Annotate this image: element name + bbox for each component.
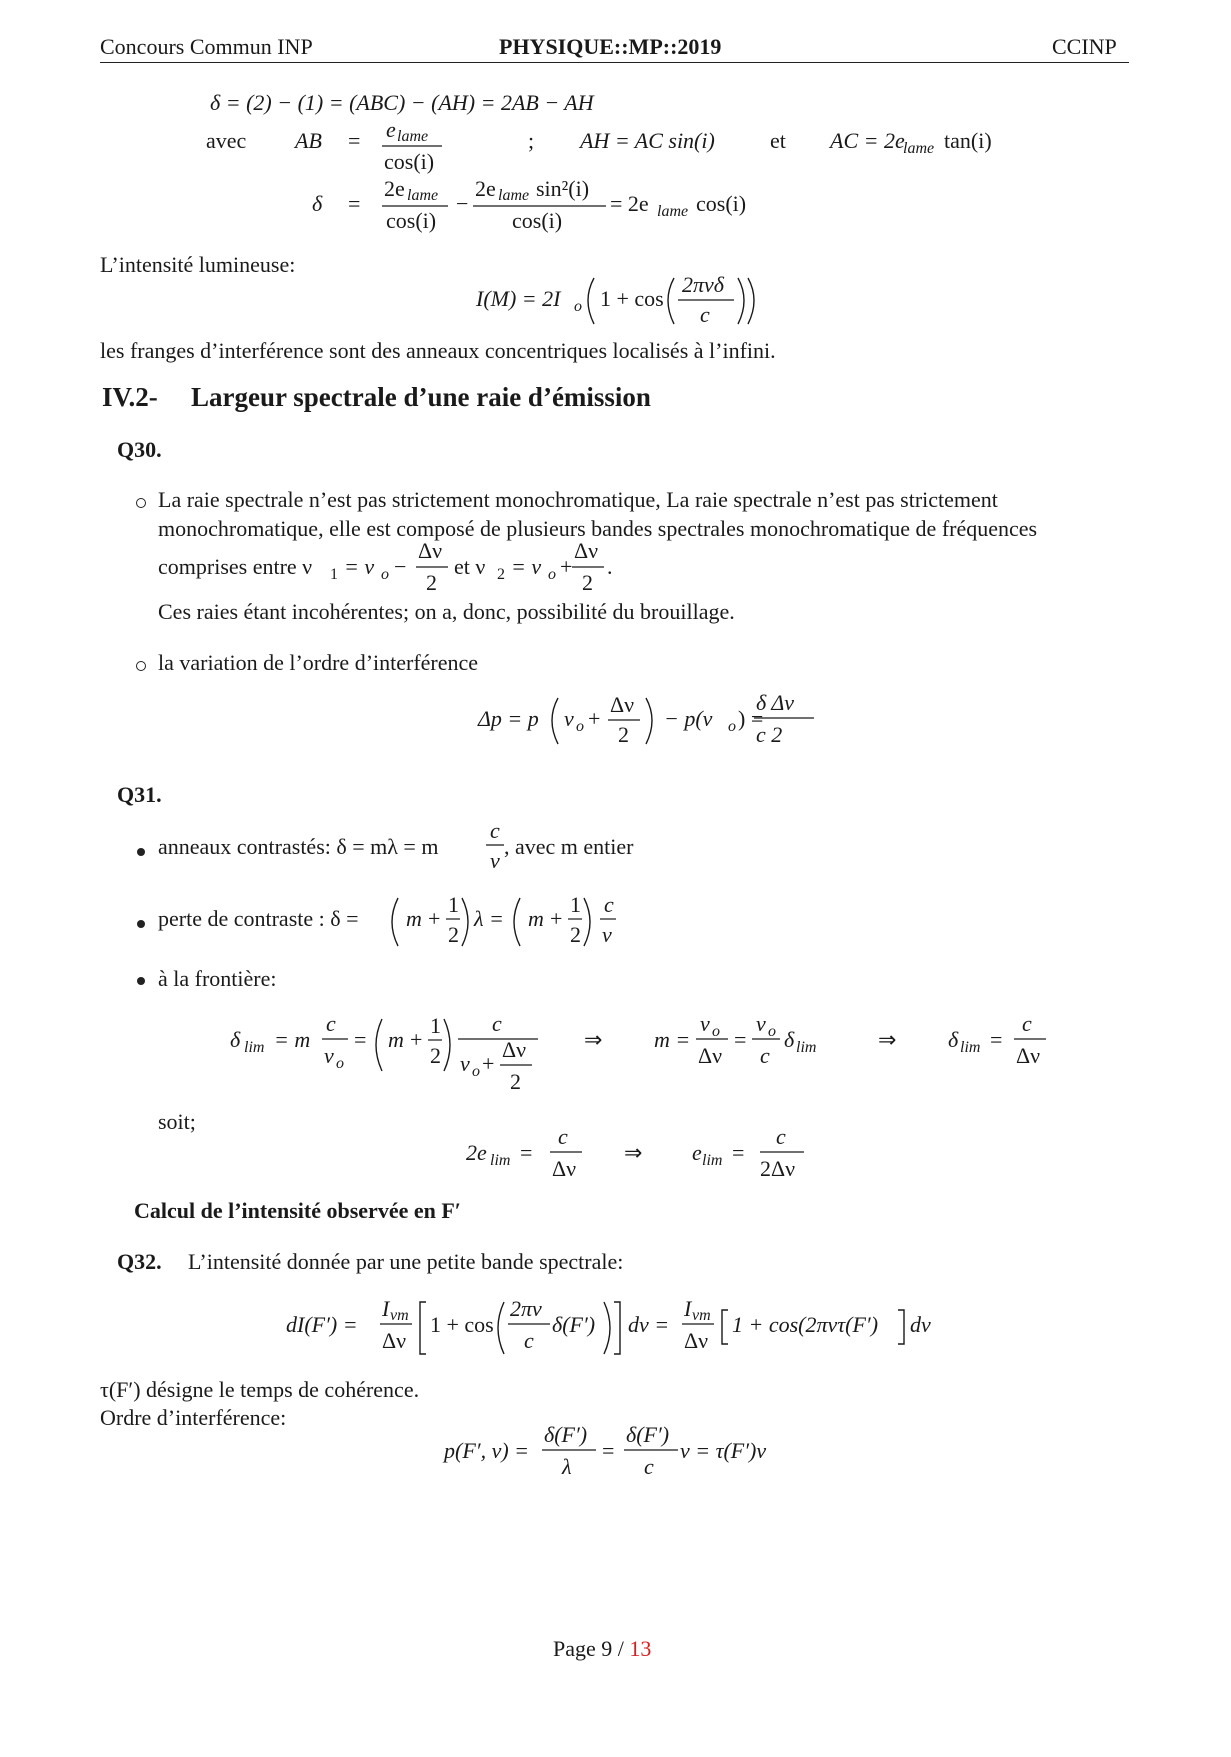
intensite-label: L’intensité lumineuse: (100, 252, 296, 277)
eq-int-mid: 1 + cos (600, 286, 664, 311)
eq-soit-lhs: 2e (466, 1140, 487, 1165)
svg-text:m: m (528, 906, 544, 931)
q30-l3-two2: 2 (582, 570, 593, 595)
equation-dI (286, 1292, 946, 1362)
svg-text:1: 1 (448, 892, 459, 917)
svg-text:Δν: Δν (502, 1037, 527, 1062)
svg-text:+: + (550, 906, 563, 931)
svg-text:+: + (560, 554, 573, 579)
svg-text:+: + (410, 1027, 423, 1052)
eq-soit-arrow: ⇒ (624, 1140, 643, 1165)
svg-text:=: = (354, 1027, 367, 1052)
eq-delta-n2-tail: sin²(i) (536, 176, 590, 201)
q30-l3-dnu2: Δν (574, 538, 599, 563)
eq-delta-res: = 2e (610, 191, 649, 216)
svg-text:o: o (712, 1023, 720, 1040)
svg-text:ν: ν (460, 1051, 470, 1076)
svg-text:ν: ν (324, 1043, 334, 1068)
q30-l3-b: = ν (344, 554, 375, 579)
eq-int-den: c (700, 302, 710, 327)
svg-text:Δν: Δν (1016, 1043, 1041, 1068)
eq-ah: AH = AC sin(i) (580, 128, 715, 153)
svg-text:.: . (607, 554, 613, 579)
q31-b2: perte de contraste : δ = (158, 906, 359, 931)
eq-ac-tail: tan(i) (944, 128, 992, 153)
svg-text:m: m (406, 906, 422, 931)
header-right: CCINP (1052, 34, 1117, 59)
svg-text:=: = (602, 1438, 615, 1463)
eq-avec: avec (206, 128, 247, 153)
svg-text:2: 2 (448, 922, 459, 947)
svg-text:δ: δ (948, 1027, 959, 1052)
q30-p1-line4: Ces raies étant incohérentes; on a, donc, possibilité du brouillage. (158, 599, 735, 624)
eq-dp-den: c 2 (756, 722, 783, 747)
eq-delta-lhs: δ (312, 191, 323, 216)
eq-dp-lhs: Δp = p (478, 706, 539, 731)
eq-ac-sub: lame (903, 140, 935, 157)
equation-ordre (444, 1418, 804, 1484)
svg-text:o: o (768, 1023, 776, 1040)
svg-text:+: + (482, 1051, 495, 1076)
svg-text:c: c (776, 1124, 786, 1149)
svg-text:ν: ν (700, 1011, 710, 1036)
eq-delta-n1: 2e (384, 176, 405, 201)
svg-text:1: 1 (330, 566, 338, 583)
svg-text:=: = (348, 128, 361, 153)
eq-dp-num: δ Δν (756, 690, 795, 715)
svg-text:−: − (394, 554, 407, 579)
eq-dp-mid2: ) = (738, 706, 764, 731)
equation-elim (466, 1120, 826, 1186)
svg-text:lim: lim (702, 1152, 723, 1169)
q30-l3-dnu1: Δν (418, 538, 443, 563)
page-number (553, 1635, 651, 1663)
svg-text:m: m (388, 1027, 404, 1052)
svg-text:λ =: λ = (474, 906, 504, 931)
svg-text:o: o (336, 1055, 344, 1072)
eq-di-frac-num: 2πν (510, 1296, 542, 1321)
svg-text:c: c (760, 1043, 770, 1068)
header-rule (100, 62, 1129, 63)
q32-label: Q32. (117, 1249, 162, 1274)
eq-f-meq: m = (654, 1027, 691, 1052)
section-number: IV.2- (102, 382, 158, 412)
eq-di-delta: δ(F′) (552, 1312, 596, 1337)
eq-f-lim: lim (244, 1039, 265, 1056)
q31-label: Q31. (117, 782, 162, 807)
q30-l3-a: comprises entre ν (158, 554, 313, 579)
eq-ordre-num2: δ(F′) (626, 1422, 670, 1447)
equation-delta-p (470, 688, 810, 754)
ordre-label: Ordre d’interférence: (100, 1405, 287, 1430)
svg-text:c: c (524, 1328, 534, 1353)
section-title: Largeur spectrale d’une raie d’émission (191, 382, 651, 412)
eq-ab-num: e (386, 117, 396, 142)
eq-f-arrow2: ⇒ (878, 1027, 897, 1052)
q31-b3: à la frontière: (158, 966, 277, 991)
svg-text:=: = (734, 1027, 747, 1052)
svg-text:o: o (728, 718, 736, 735)
svg-text:+: + (428, 906, 441, 931)
svg-text:c: c (558, 1124, 568, 1149)
bullet-circle-icon (136, 498, 146, 508)
q32-text: L’intensité donnée par une petite bande spectrale: (188, 1249, 624, 1274)
svg-text:Δν: Δν (684, 1328, 709, 1353)
eq-di-num-sub: νm (390, 1307, 409, 1324)
equation-delta-block (200, 86, 1060, 236)
svg-text:ν: ν (756, 1011, 766, 1036)
header-center: PHYSIQUE::MP::2019 (499, 34, 722, 59)
svg-text:lim: lim (796, 1039, 817, 1056)
svg-text:=: = (990, 1027, 1003, 1052)
eq-dp-mid: − p(ν (664, 706, 713, 731)
eq-ordre-lhs: p(F′, ν) = (444, 1438, 530, 1463)
svg-text:I: I (684, 1296, 692, 1321)
q30-l3-two1: 2 (426, 570, 437, 595)
q31-b1-b: , avec m entier (504, 834, 634, 859)
svg-text:2: 2 (570, 922, 581, 947)
eq-int-num: 2πνδ (682, 272, 725, 297)
eq-line1: δ = (2) − (1) = (ABC) − (AH) = 2AB − AH (210, 90, 594, 115)
q30-p1-line1: La raie spectrale n’est pas strictement monochromatique, La raie spectrale n’est pas strictement (158, 487, 998, 512)
eq-di-lhs: dI(F′) = (286, 1312, 358, 1337)
eq-delta-res-tail: cos(i) (696, 191, 747, 216)
equation-intensite (470, 268, 790, 334)
franges-text: les franges d’interférence sont des anneaux concentriques localisés à l’infini. (100, 338, 776, 363)
svg-text:c: c (492, 1011, 502, 1036)
page-label: Page 9 / (553, 1636, 624, 1661)
eq-et: et (770, 128, 786, 153)
eq-ab-den: cos(i) (384, 149, 435, 174)
eq-di-mid: 1 + cos (430, 1312, 494, 1337)
eq-di-end: dν (910, 1312, 931, 1337)
svg-text:1: 1 (430, 1013, 441, 1038)
svg-text:= m: = m (274, 1027, 311, 1052)
svg-text:c: c (604, 892, 614, 917)
svg-text:δ: δ (784, 1027, 795, 1052)
q30-p2: la variation de l’ordre d’interférence (158, 650, 479, 675)
eq-semicolon: ; (528, 128, 535, 153)
svg-text:Δν: Δν (382, 1328, 407, 1353)
eq-delta-den1: cos(i) (386, 208, 437, 233)
q31-soit: soit; (158, 1109, 196, 1134)
q31-bullet2 (158, 886, 658, 956)
eq-ab-num-sub: lame (397, 128, 429, 145)
calcul-label: Calcul de l’intensité observée en F′ (134, 1198, 461, 1223)
tau-text: τ(F′) désigne le temps de cohérence. (100, 1377, 420, 1402)
svg-text:−: − (456, 191, 469, 216)
svg-text:+: + (588, 706, 601, 731)
svg-text:lim: lim (960, 1039, 981, 1056)
bullet-dot-icon (137, 920, 145, 928)
svg-text:1: 1 (570, 892, 581, 917)
svg-text:c: c (326, 1011, 336, 1036)
q31-bullet1 (158, 820, 678, 882)
bullet-dot-icon (137, 977, 145, 985)
svg-text:ν: ν (490, 848, 500, 873)
svg-text:Δν: Δν (610, 692, 635, 717)
svg-text:c: c (490, 818, 500, 843)
svg-text:=: = (348, 191, 361, 216)
svg-text:νm: νm (692, 1307, 711, 1324)
svg-text:2: 2 (497, 566, 505, 583)
svg-text:=: = (732, 1140, 745, 1165)
eq-soit-rhs: e (692, 1140, 702, 1165)
q30-p1-line2: monochromatique, elle est composé de plusieurs bandes spectrales monochromatique de fréquences (158, 516, 1038, 541)
q30-l3-d: = ν (511, 554, 542, 579)
svg-text:o: o (381, 566, 389, 583)
bullet-dot-icon (137, 848, 145, 856)
q30-l3-c: et ν (454, 554, 486, 579)
svg-text:o: o (472, 1063, 480, 1080)
q30-label: Q30. (117, 437, 162, 462)
svg-text:Δν: Δν (552, 1156, 577, 1181)
eq-soit-2dnu: 2Δν (760, 1156, 796, 1181)
svg-text:c: c (1022, 1011, 1032, 1036)
svg-text:o: o (548, 566, 556, 583)
eq-ac: AC = 2e (830, 128, 905, 153)
page-total-link[interactable]: 13 (629, 1636, 652, 1661)
svg-text:2: 2 (510, 1069, 521, 1094)
eq-di-num: I (382, 1296, 390, 1321)
eq-di-tail: 1 + cos(2πντ(F′) (732, 1312, 879, 1337)
svg-text:2: 2 (430, 1043, 441, 1068)
svg-text:=: = (520, 1140, 533, 1165)
svg-text:o: o (576, 718, 584, 735)
q30-p1-line3 (158, 538, 678, 602)
eq-ordre-tail: ν = τ(F′)ν (680, 1438, 767, 1463)
eq-ab-lhs: AB (295, 128, 322, 153)
svg-text:2: 2 (618, 722, 629, 747)
svg-text:lame: lame (407, 187, 439, 204)
eq-f-delta: δ (230, 1027, 241, 1052)
q31-b1-a: anneaux contrastés: δ = mλ = m (158, 834, 439, 859)
eq-int-lhs: I(M) = 2I (476, 286, 561, 311)
eq-delta-n2: 2e (475, 176, 496, 201)
svg-text:ν: ν (602, 922, 612, 947)
svg-text:ν: ν (564, 706, 574, 731)
svg-text:Δν: Δν (698, 1043, 723, 1068)
eq-di-dnu-tail: dν = (628, 1312, 670, 1337)
equation-frontiere (230, 1005, 1060, 1105)
eq-ordre-num1: δ(F′) (544, 1422, 588, 1447)
header-left: Concours Commun INP (100, 34, 313, 59)
svg-text:lame: lame (657, 203, 689, 220)
svg-text:lim: lim (490, 1152, 511, 1169)
svg-text:lame: lame (498, 187, 530, 204)
eq-f-arrow1: ⇒ (584, 1027, 603, 1052)
bullet-circle-icon (136, 661, 146, 671)
eq-delta-den2: cos(i) (512, 208, 563, 233)
eq-ordre-den2: c (644, 1454, 654, 1479)
eq-ordre-den1: λ (562, 1454, 572, 1479)
eq-int-lhs-sub: o (574, 298, 582, 315)
